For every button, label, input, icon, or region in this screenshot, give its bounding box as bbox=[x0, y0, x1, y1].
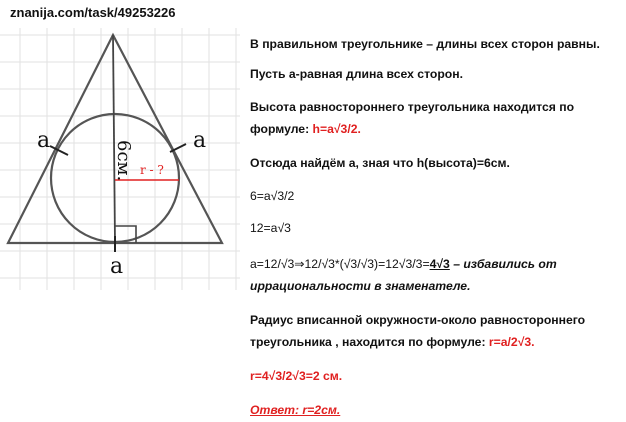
formula-r: r=a/2√3. bbox=[488, 335, 535, 349]
line-11-text: треугольника , находится по формуле: bbox=[250, 335, 489, 349]
figure-panel bbox=[0, 0, 240, 422]
side-label-left: a bbox=[37, 128, 51, 153]
line-5: Отсюда найдём а, зная что h(высота)=6см. bbox=[250, 156, 510, 170]
line-1: В правильном треугольнике – длины всех сторон равны. bbox=[250, 37, 600, 51]
formula-h: h=a√3/2. bbox=[312, 122, 361, 136]
result-4root3: 4√3 bbox=[429, 257, 450, 271]
line-2: Пусть а-равная длина всех сторон. bbox=[250, 67, 463, 81]
line-8 bbox=[250, 256, 557, 272]
side-label-bottom: a bbox=[110, 254, 124, 279]
line-9: иррациональности в знаменателе. bbox=[250, 279, 471, 293]
solution-text bbox=[250, 0, 622, 422]
line-4 bbox=[250, 121, 361, 137]
cancelled-3 bbox=[416, 256, 423, 272]
triangle-figure bbox=[0, 0, 240, 290]
line-7: 12=a√3 bbox=[250, 221, 291, 235]
line-8-a: a=12/√3⇒12/√3*(√3/√3)= bbox=[250, 257, 386, 271]
line-3: Высота равностороннего треугольника находится по bbox=[250, 100, 575, 114]
side-label-right: a bbox=[193, 128, 207, 153]
answer: Ответ: r=2см. bbox=[250, 403, 341, 417]
cancelled-12 bbox=[385, 256, 399, 272]
line-6: 6=a√3/2 bbox=[250, 189, 295, 203]
radius-label: r - ? bbox=[140, 163, 164, 177]
line-12: r=4√3/2√3=2 см. bbox=[250, 369, 343, 383]
line-11 bbox=[250, 334, 535, 350]
height-label: 6см. bbox=[113, 140, 134, 182]
cancelled-12-text: 12 bbox=[385, 257, 399, 271]
line-8-e: = bbox=[422, 257, 430, 271]
cancelled-3-text: 3 bbox=[415, 257, 423, 271]
line-8-c: √3/ bbox=[398, 257, 416, 271]
height-line bbox=[113, 35, 115, 243]
watermark: znanija.com/task/49253226 bbox=[10, 5, 176, 20]
line-4-text: формуле: bbox=[250, 122, 313, 136]
line-10: Радиус вписанной окружности-около равностороннего bbox=[250, 313, 586, 327]
line-8-g: – избавились от bbox=[449, 257, 557, 271]
